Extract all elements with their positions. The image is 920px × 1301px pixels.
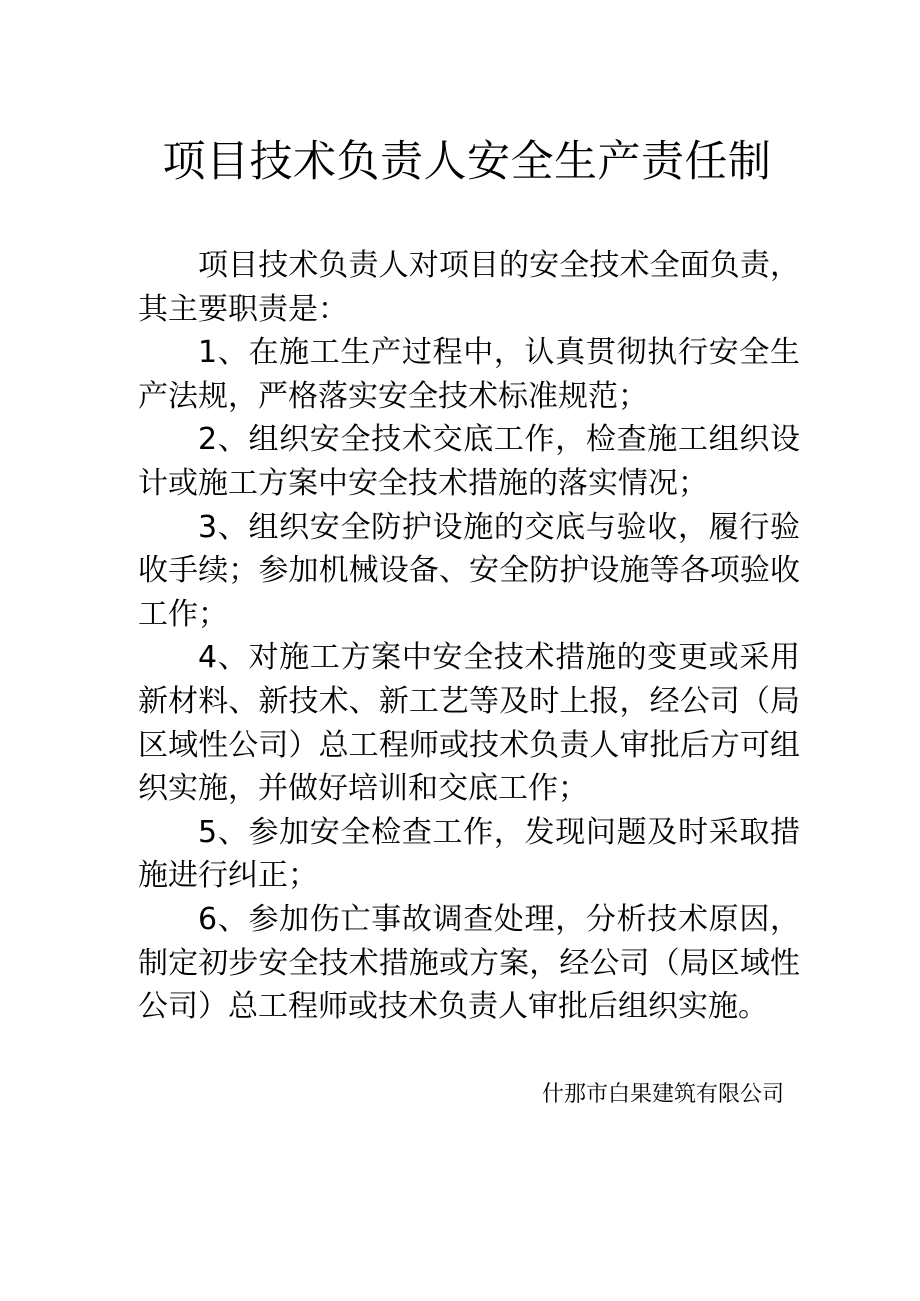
duty-item-3: 3、组织安全防护设施的交底与验收，履行验收手续；参加机械设备、安全防护设施等各项验收工作； [138,509,800,632]
duty-item-1: 1、在施工生产过程中，认真贯彻执行安全生产法规，严格落实安全技术标准规范； [138,335,800,414]
document-title: 项目技术负责人安全生产责任制 [162,137,772,187]
duty-item-6: 6、参加伤亡事故调查处理，分析技术原因，制定初步安全技术措施或方案，经公司（局区域性公司）总工程师或技术负责人审批后组织实施。 [138,901,800,1025]
document-body [138,244,800,1029]
duty-item-5: 5、参加安全检查工作，发现问题及时采取措施进行纠正； [138,814,800,894]
duty-item-2: 2、组织安全技术交底工作，检查施工组织设计或施工方案中安全技术措施的落实情况； [138,422,800,501]
duty-item-4: 4、对施工方案中安全技术措施的变更或采用新材料、新技术、新工艺等及时上报，经公司（局区域性公司）总工程师或技术负责人审批后方可组织实施，并做好培训和交底工作； [138,640,800,807]
company-signature: 什那市白果建筑有限公司 [541,1082,784,1107]
intro-paragraph: 项目技术负责人对项目的安全技术全面负责，其主要职责是： [138,248,800,327]
